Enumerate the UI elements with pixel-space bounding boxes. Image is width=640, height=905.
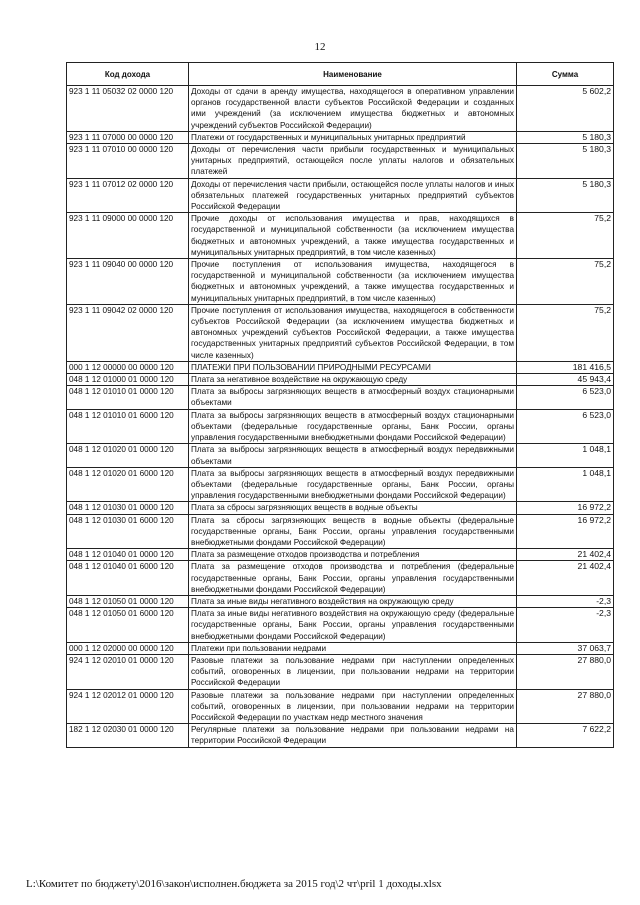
cell-code: 924 1 12 02010 01 0000 120 bbox=[67, 654, 189, 689]
table-body bbox=[67, 86, 614, 748]
page-number: 12 bbox=[314, 41, 326, 53]
cell-name: Доходы от перечисления части прибыли государственных и муниципальных унитарных предприятий, остающейся после уплаты налогов и обязательных платежей bbox=[189, 144, 517, 179]
cell-name: Плата за иные виды негативного воздействия на окружающую среду (федеральные государственные органы, Банк России, органы управления государственными внебюджетными фондами Российской Федерации) bbox=[189, 608, 517, 643]
table-row bbox=[67, 259, 614, 305]
cell-sum: 7 622,2 bbox=[517, 724, 614, 747]
table-row bbox=[67, 595, 614, 607]
table-row bbox=[67, 144, 614, 179]
cell-code: 048 1 12 01020 01 0000 120 bbox=[67, 444, 189, 467]
cell-code: 048 1 12 01010 01 0000 120 bbox=[67, 386, 189, 409]
cell-name: Плата за выбросы загрязняющих веществ в атмосферный воздух передвижными объектами bbox=[189, 444, 517, 467]
cell-name: Плата за сбросы загрязняющих веществ в водные объекты bbox=[189, 502, 517, 514]
cell-sum: 181 416,5 bbox=[517, 361, 614, 373]
cell-code: 923 1 11 07000 00 0000 120 bbox=[67, 131, 189, 143]
cell-sum: 5 180,3 bbox=[517, 131, 614, 143]
cell-code: 048 1 12 01000 01 0000 120 bbox=[67, 374, 189, 386]
cell-code: 000 1 12 02000 00 0000 120 bbox=[67, 642, 189, 654]
cell-sum: 37 063,7 bbox=[517, 642, 614, 654]
cell-code: 923 1 11 05032 02 0000 120 bbox=[67, 86, 189, 132]
cell-name: Разовые платежи за пользование недрами при наступлении определенных событий, оговоренных в лицензии, при пользовании недрами на территории Российской Федерации по участкам недр местного значения bbox=[189, 689, 517, 724]
footer-file-path: L:\Комитет по бюджету\2016\закон\исполнен.бюджета за 2015 год\2 чт\pril 1 доходы.xlsx bbox=[26, 878, 442, 890]
cell-name: Прочие поступления от использования имущества, находящегося в государственной и муниципальной собственности (за исключением имущества бюджетных и автономных учреждений, а также имущества государственных и муниципальных унитарных предприятий, в том числе казенных) bbox=[189, 259, 517, 305]
table-row bbox=[67, 304, 614, 361]
cell-name: Плата за выбросы загрязняющих веществ в атмосферный воздух стационарными объектами bbox=[189, 386, 517, 409]
cell-code: 923 1 11 07012 02 0000 120 bbox=[67, 178, 189, 213]
header-name: Наименование bbox=[189, 63, 517, 86]
table-row bbox=[67, 549, 614, 561]
cell-name: Доходы от перечисления части прибыли, остающейся после уплаты налогов и иных обязательных платежей государственных унитарных предприятий субъектов Российской Федерации bbox=[189, 178, 517, 213]
cell-name: Платежи от государственных и муниципальных унитарных предприятий bbox=[189, 131, 517, 143]
table-row bbox=[67, 608, 614, 643]
cell-code: 048 1 12 01040 01 0000 120 bbox=[67, 549, 189, 561]
cell-sum: 21 402,4 bbox=[517, 549, 614, 561]
revenue-table bbox=[66, 62, 614, 748]
cell-code: 923 1 11 09000 00 0000 120 bbox=[67, 213, 189, 259]
table-row bbox=[67, 86, 614, 132]
cell-code: 923 1 11 07010 00 0000 120 bbox=[67, 144, 189, 179]
table-row bbox=[67, 502, 614, 514]
cell-name: Плата за иные виды негативного воздействия на окружающую среду bbox=[189, 595, 517, 607]
cell-name: ПЛАТЕЖИ ПРИ ПОЛЬЗОВАНИИ ПРИРОДНЫМИ РЕСУРСАМИ bbox=[189, 361, 517, 373]
cell-sum: 27 880,0 bbox=[517, 654, 614, 689]
cell-name: Плата за размещение отходов производства и потребления bbox=[189, 549, 517, 561]
cell-code: 923 1 11 09040 00 0000 120 bbox=[67, 259, 189, 305]
table-row bbox=[67, 689, 614, 724]
cell-name: Регулярные платежи за пользование недрами при пользовании недрами на территории Российской Федерации bbox=[189, 724, 517, 747]
table-row bbox=[67, 561, 614, 596]
cell-sum: 6 523,0 bbox=[517, 409, 614, 444]
cell-code: 923 1 11 09042 02 0000 120 bbox=[67, 304, 189, 361]
cell-sum: 75,2 bbox=[517, 304, 614, 361]
cell-code: 048 1 12 01040 01 6000 120 bbox=[67, 561, 189, 596]
table-row bbox=[67, 654, 614, 689]
cell-code: 048 1 12 01050 01 6000 120 bbox=[67, 608, 189, 643]
cell-sum: 1 048,1 bbox=[517, 444, 614, 467]
table-row bbox=[67, 642, 614, 654]
cell-sum: 27 880,0 bbox=[517, 689, 614, 724]
cell-sum: 6 523,0 bbox=[517, 386, 614, 409]
table-row bbox=[67, 467, 614, 502]
cell-name: Платежи при пользовании недрами bbox=[189, 642, 517, 654]
cell-code: 048 1 12 01020 01 6000 120 bbox=[67, 467, 189, 502]
table-row bbox=[67, 213, 614, 259]
cell-name: Доходы от сдачи в аренду имущества, находящегося в оперативном управлении органов государственной власти субъектов Российской Федерации и созданных ими учреждений (за исключением имущества бюджетных и автономных учреждений субъектов Российской Федерации) bbox=[189, 86, 517, 132]
cell-code: 048 1 12 01010 01 6000 120 bbox=[67, 409, 189, 444]
cell-sum: 16 972,2 bbox=[517, 502, 614, 514]
table-row bbox=[67, 374, 614, 386]
cell-code: 924 1 12 02012 01 0000 120 bbox=[67, 689, 189, 724]
cell-sum: 1 048,1 bbox=[517, 467, 614, 502]
table-row bbox=[67, 131, 614, 143]
table-header-row bbox=[67, 63, 614, 86]
cell-sum: 75,2 bbox=[517, 259, 614, 305]
header-sum: Сумма bbox=[517, 63, 614, 86]
cell-code: 182 1 12 02030 01 0000 120 bbox=[67, 724, 189, 747]
cell-sum: -2,3 bbox=[517, 595, 614, 607]
cell-name: Плата за выбросы загрязняющих веществ в атмосферный воздух передвижными объектами (федеральные государственные органы, Банк России, органы управления государственными внебюджетными фондами Российской Федерации) bbox=[189, 467, 517, 502]
header-code: Код дохода bbox=[67, 63, 189, 86]
cell-sum: 75,2 bbox=[517, 213, 614, 259]
cell-name: Плата за негативное воздействие на окружающую среду bbox=[189, 374, 517, 386]
cell-name: Прочие поступления от использования имущества, находящегося в собственности субъектов Российской Федерации (за исключением имущества бюджетных и автономных учреждений субъектов Российской Федерации, а также имущества государственных унитарных предприятий субъектов Российской Федерации, в том числе казенных) bbox=[189, 304, 517, 361]
cell-name: Плата за сбросы загрязняющих веществ в водные объекты (федеральные государственные органы, Банк России, органы управления государственными внебюджетными фондами Российской Федерации) bbox=[189, 514, 517, 549]
cell-name: Плата за размещение отходов производства и потребления (федеральные государственные органы, Банк России, органы управления государственными внебюджетными фондами Российской Федерации) bbox=[189, 561, 517, 596]
table-row bbox=[67, 724, 614, 747]
cell-sum: 21 402,4 bbox=[517, 561, 614, 596]
cell-sum: 5 180,3 bbox=[517, 144, 614, 179]
cell-sum: 45 943,4 bbox=[517, 374, 614, 386]
table-row bbox=[67, 514, 614, 549]
cell-code: 048 1 12 01030 01 0000 120 bbox=[67, 502, 189, 514]
cell-name: Плата за выбросы загрязняющих веществ в атмосферный воздух стационарными объектами (федеральные государственные органы, Банк России, органы управления государственными внебюджетными фондами Российской Федерации) bbox=[189, 409, 517, 444]
cell-code: 048 1 12 01030 01 6000 120 bbox=[67, 514, 189, 549]
cell-code: 048 1 12 01050 01 0000 120 bbox=[67, 595, 189, 607]
table-row bbox=[67, 178, 614, 213]
cell-sum: 5 180,3 bbox=[517, 178, 614, 213]
table-row bbox=[67, 409, 614, 444]
cell-sum: 5 602,2 bbox=[517, 86, 614, 132]
table-row bbox=[67, 444, 614, 467]
cell-code: 000 1 12 00000 00 0000 120 bbox=[67, 361, 189, 373]
table-row bbox=[67, 361, 614, 373]
cell-sum: -2,3 bbox=[517, 608, 614, 643]
table-row bbox=[67, 386, 614, 409]
cell-name: Прочие доходы от использования имущества и прав, находящихся в государственной и муниципальной собственности (за исключением имущества бюджетных и автономных учреждений, а также имущества государственных и муниципальных унитарных предприятий, в том числе казенных) bbox=[189, 213, 517, 259]
cell-name: Разовые платежи за пользование недрами при наступлении определенных событий, оговоренных в лицензии, при пользовании недрами на территории Российской Федерации bbox=[189, 654, 517, 689]
cell-sum: 16 972,2 bbox=[517, 514, 614, 549]
